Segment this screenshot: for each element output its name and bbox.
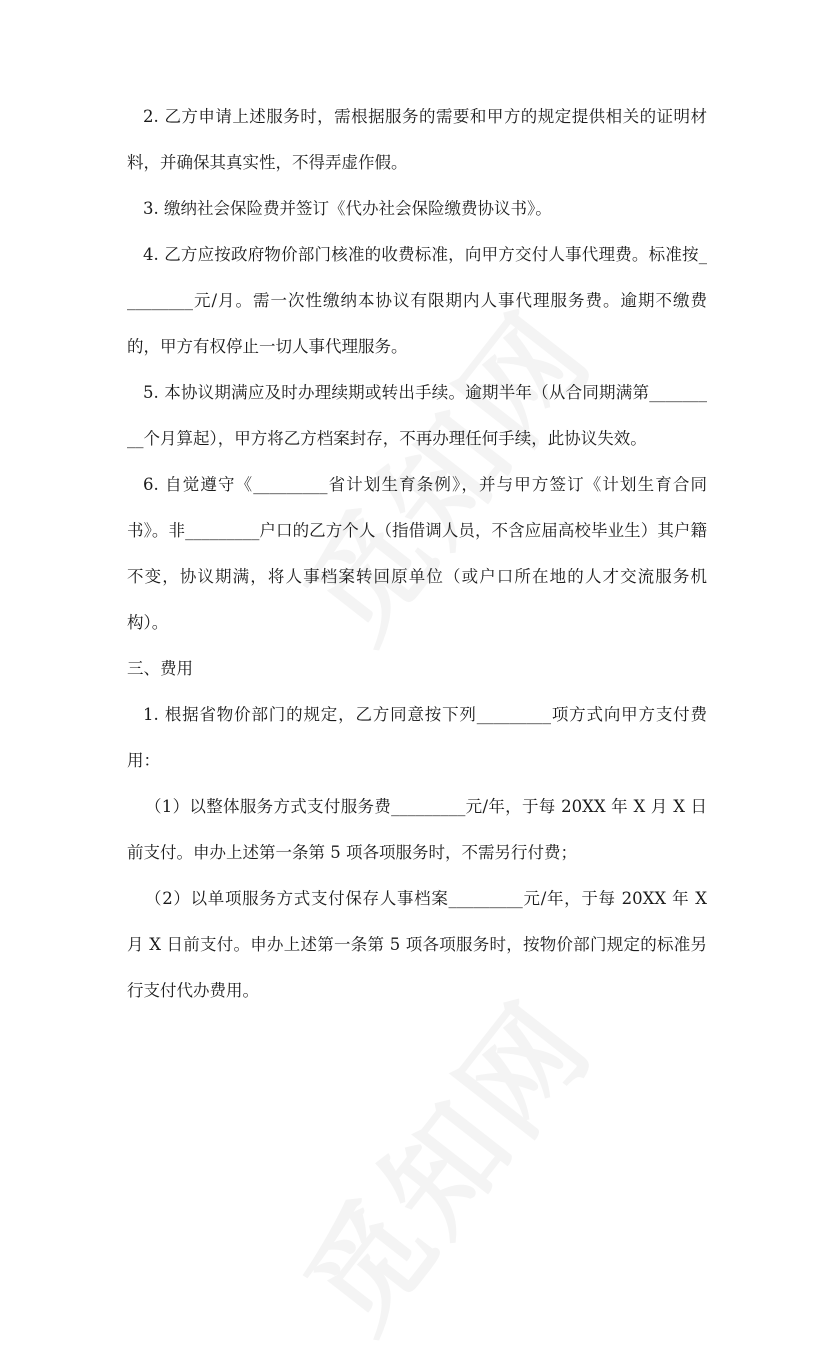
section-heading-fees: 三、费用	[127, 659, 193, 678]
document-body	[127, 94, 707, 1014]
paragraph-item-6: 6. 自觉遵守《_________省计划生育条例》，并与甲方签订《计划生育合同书》。非_________户口的乙方个人（指借调人员，不含应届高校毕业生）其户籍不变，协议期满，将人事档案转回原单位（或户口所在地的人才交流服务机构）。	[127, 475, 707, 632]
paragraph-item-2: 2. 乙方申请上述服务时，需根据服务的需要和甲方的规定提供相关的证明材料，并确保其真实性，不得弄虚作假。	[127, 107, 707, 172]
paragraph-fee-option-2: （2）以单项服务方式支付保存人事档案_________元/年，于每 20XX 年 X 月 X 日前支付。申办上述第一条第 5 项各项服务时，按物价部门规定的标准另行支付代办费用。	[127, 889, 707, 1000]
paragraph-fee-option-1: （1）以整体服务方式支付服务费_________元/年，于每 20XX 年 X 月 X 日前支付。申办上述第一条第 5 项各项服务时，不需另行付费；	[127, 797, 707, 862]
paragraph-item-3: 3. 缴纳社会保险费并签订《代办社会保险缴费协议书》。	[143, 199, 552, 218]
paragraph-fee-1: 1. 根据省物价部门的规定，乙方同意按下列_________项方式向甲方支付费用：	[127, 705, 707, 770]
paragraph-item-4: 4. 乙方应按政府物价部门核准的收费标准，向甲方交付人事代理费。标准按_________元/月。需一次性缴纳本协议有限期内人事代理服务费。逾期不缴费的，甲方有权停止一切人事代理服务。	[127, 245, 707, 356]
watermark	[260, 961, 623, 1359]
paragraph-item-5: 5. 本协议期满应及时办理续期或转出手续。逾期半年（从合同期满第_________个月算起），甲方将乙方档案封存，不再办理任何手续，此协议失效。	[127, 383, 707, 448]
